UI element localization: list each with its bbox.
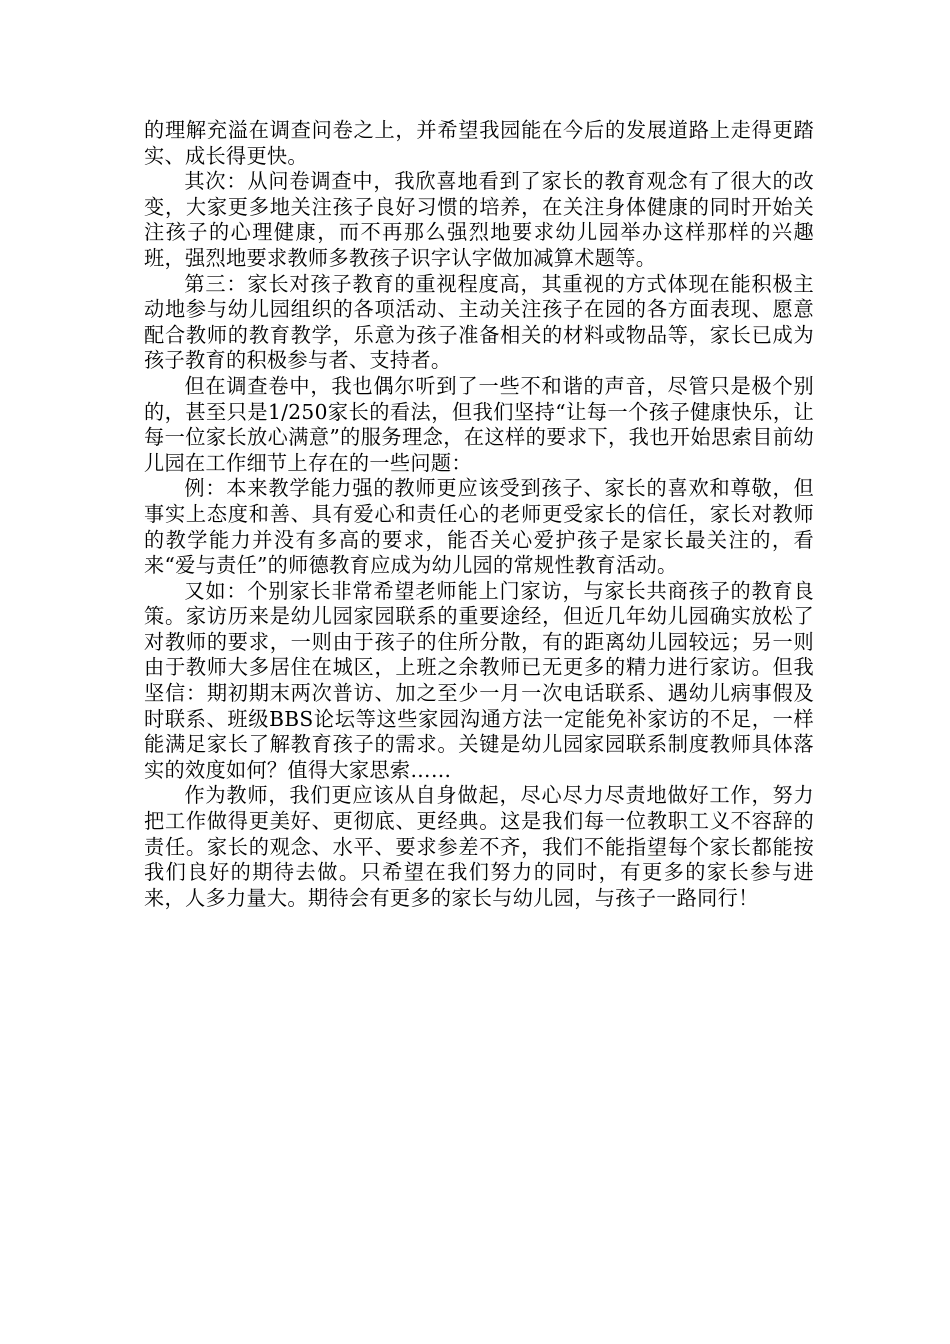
document-page <box>144 118 814 911</box>
paragraph-continuation: 的理解充溢在调查问卷之上，并希望我园能在今后的发展道路上走得更踏实、成长得更快。 <box>144 118 814 168</box>
paragraph-thirdly: 第三：家长对孩子教育的重视程度高，其重视的方式体现在能积极主动地参与幼儿园组织的各项活动、主动关注孩子在园的各方面表现、愿意配合教师的教育教学，乐意为孩子准备相关的材料或物品等，家长已成为孩子教育的积极参与者、支持者。 <box>144 271 814 373</box>
paragraph-another-example: 又如：个别家长非常希望老师能上门家访，与家长共商孩子的教育良策。家访历来是幼儿园家园联系的重要途经，但近几年幼儿园确实放松了对教师的要求，一则由于孩子的住所分散，有的距离幼儿园较远；另一则由于教师大多居住在城区，上班之余教师已无更多的精力进行家访。但我坚信：期初期末两次普访、加之至少一月一次电话联系、遇幼儿病事假及时联系、班级BBS论坛等这些家园沟通方法一定能免补家访的不足，一样能满足家长了解教育孩子的需求。关键是幼儿园家园联系制度教师具体落实的效度如何？值得大家思索…… <box>144 578 814 782</box>
paragraph-however: 但在调查卷中，我也偶尔听到了一些不和谐的声音，尽管只是极个别的，甚至只是1/250家长的看法，但我们坚持“让每一个孩子健康快乐，让每一位家长放心满意”的服务理念，在这样的要求下，我也开始思索目前幼儿园在工作细节上存在的一些问题： <box>144 373 814 475</box>
paragraph-example: 例：本来教学能力强的教师更应该受到孩子、家长的喜欢和尊敬，但事实上态度和善、具有爱心和责任心的老师更受家长的信任，家长对教师的教学能力并没有多高的要求，能否关心爱护孩子是家长最关注的，看来“爱与责任”的师德教育应成为幼儿园的常规性教育活动。 <box>144 476 814 578</box>
paragraph-conclusion: 作为教师，我们更应该从自身做起，尽心尽力尽责地做好工作，努力把工作做得更美好、更彻底、更经典。这是我们每一位教职工义不容辞的责任。家长的观念、水平、要求参差不齐，我们不能指望每个家长都能按我们良好的期待去做。只希望在我们努力的同时，有更多的家长参与进来，人多力量大。期待会有更多的家长与幼儿园，与孩子一路同行！ <box>144 783 814 910</box>
paragraph-secondly: 其次：从问卷调查中，我欣喜地看到了家长的教育观念有了很大的改变，大家更多地关注孩子良好习惯的培养，在关注身体健康的同时开始关注孩子的心理健康，而不再那么强烈地要求幼儿园举办这样那样的兴趣班，强烈地要求教师多教孩子识字认字做加减算术题等。 <box>144 169 814 270</box>
